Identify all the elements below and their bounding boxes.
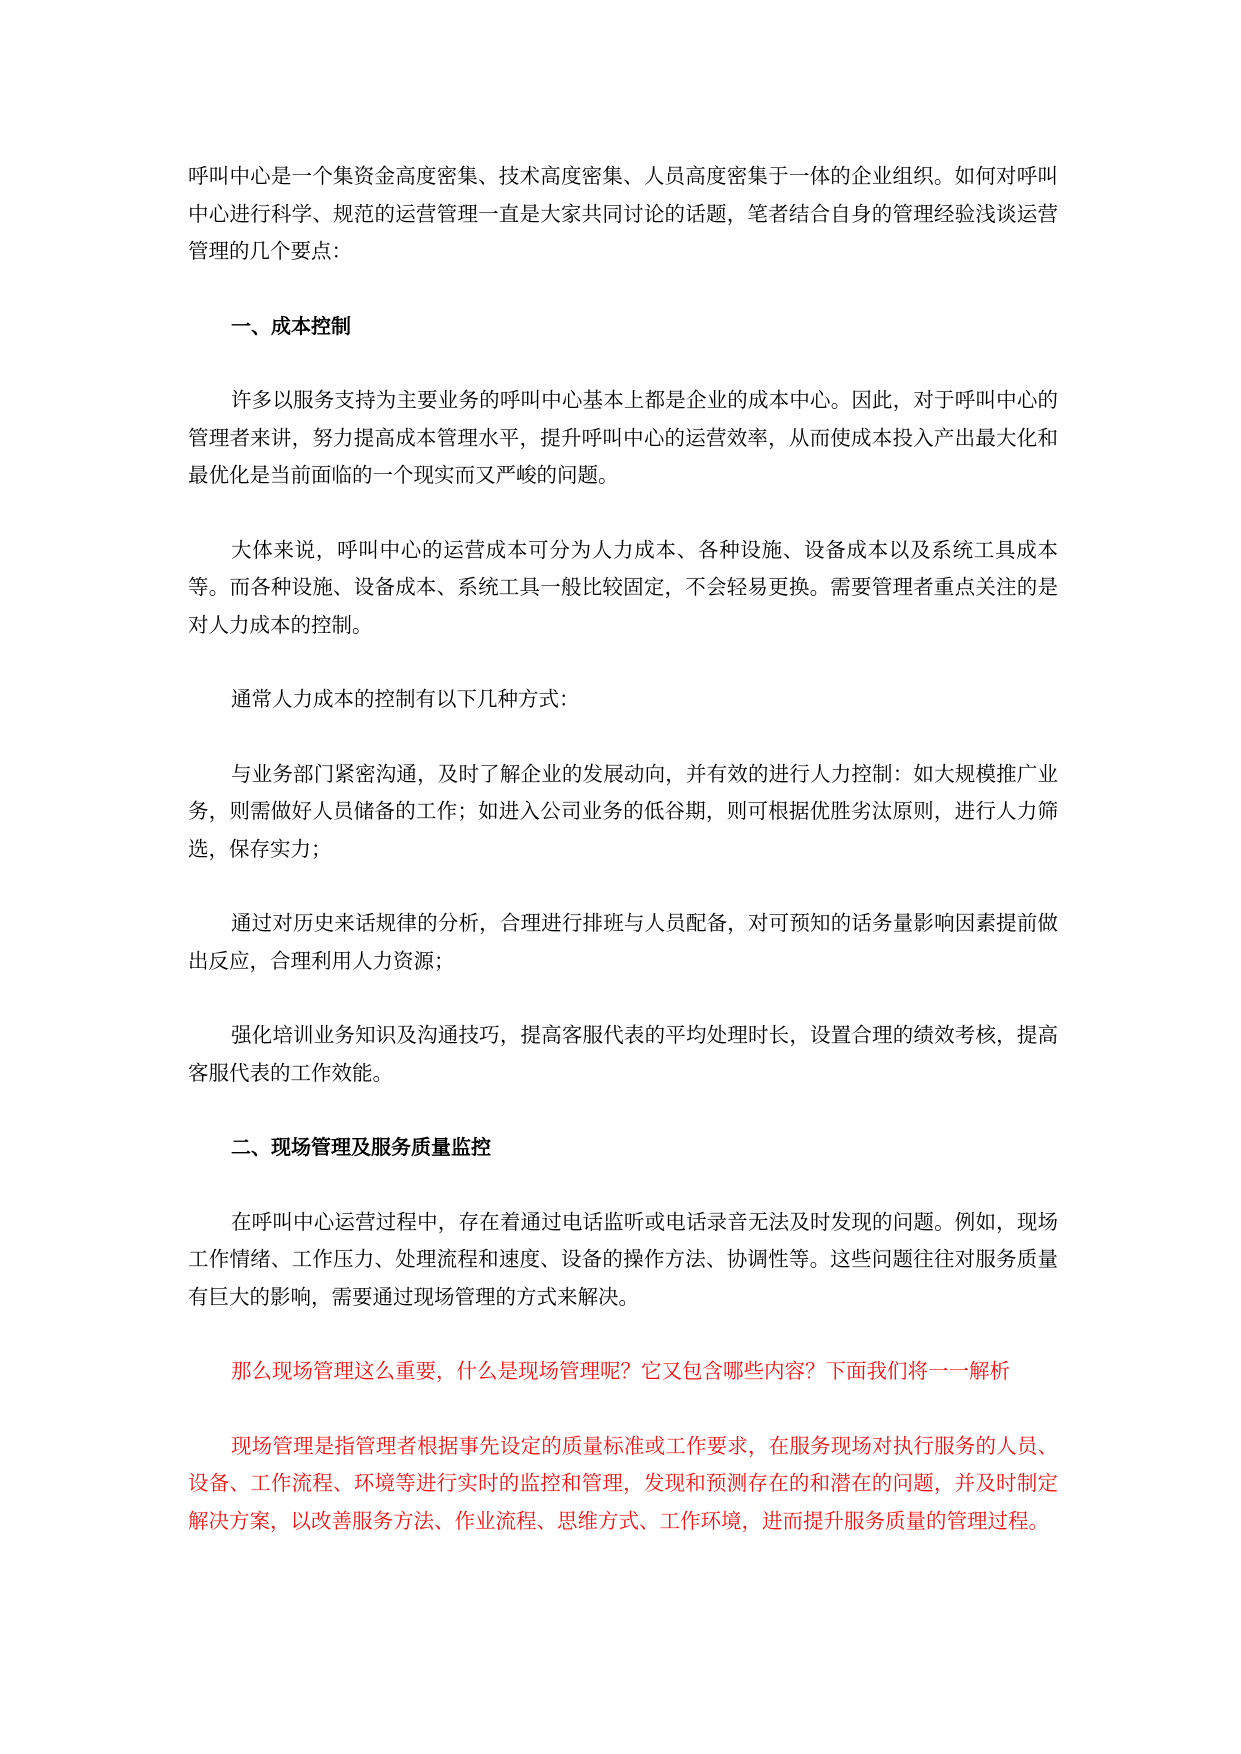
body-paragraph: 通过对历史来话规律的分析，合理进行排班与人员配备，对可预知的话务量影响因素提前做出反应，合理利用人力资源； bbox=[188, 911, 1058, 973]
section-heading-cost-control: 一、成本控制 bbox=[231, 313, 351, 338]
body-paragraph: 通常人力成本的控制有以下几种方式： bbox=[231, 687, 580, 711]
body-paragraph: 大体来说，呼叫中心的运营成本可分为人力成本、各种设施、设备成本以及系统工具成本等。而各种设施、设备成本、系统工具一般比较固定，不会轻易更换。需要管理者重点关注的是对人力成本的控制。 bbox=[188, 537, 1058, 637]
highlight-definition: 现场管理是指管理者根据事先设定的质量标准或工作要求，在服务现场对执行服务的人员、设备、工作流程、环境等进行实时的监控和管理，发现和预测存在的和潜在的问题，并及时制定解决方案，以改善服务方法、作业流程、思维方式、工作环境，进而提升服务质量的管理过程。 bbox=[188, 1433, 1058, 1533]
body-paragraph: 强化培训业务知识及沟通技巧，提高客服代表的平均处理时长，设置合理的绩效考核，提高客服代表的工作效能。 bbox=[188, 1023, 1058, 1085]
section-heading-site-management: 二、现场管理及服务质量监控 bbox=[231, 1135, 491, 1159]
document-page bbox=[188, 158, 1058, 1577]
body-paragraph: 在呼叫中心运营过程中，存在着通过电话监听或电话录音无法及时发现的问题。例如，现场工作情绪、工作压力、处理流程和速度、设备的操作方法、协调性等。这些问题往往对服务质量有巨大的影响，需要通过现场管理的方式来解决。 bbox=[188, 1209, 1058, 1309]
body-paragraph: 与业务部门紧密沟通，及时了解企业的发展动向，并有效的进行人力控制：如大规模推广业务，则需做好人员储备的工作；如进入公司业务的低谷期，则可根据优胜劣汰原则，进行人力筛选，保存实力； bbox=[188, 761, 1058, 861]
intro-paragraph: 呼叫中心是一个集资金高度密集、技术高度密集、人员高度密集于一体的企业组织。如何对呼叫中心进行科学、规范的运营管理一直是大家共同讨论的话题，笔者结合自身的管理经验浅谈运营管理的几个要点： bbox=[188, 164, 1058, 263]
highlight-question: 那么现场管理这么重要，什么是现场管理呢？它又包含哪些内容？下面我们将一一解析 bbox=[231, 1359, 1010, 1383]
body-paragraph: 许多以服务支持为主要业务的呼叫中心基本上都是企业的成本中心。因此，对于呼叫中心的管理者来讲，努力提高成本管理水平，提升呼叫中心的运营效率，从而使成本投入产出最大化和最优化是当前面临的一个现实而又严峻的问题。 bbox=[188, 388, 1058, 487]
